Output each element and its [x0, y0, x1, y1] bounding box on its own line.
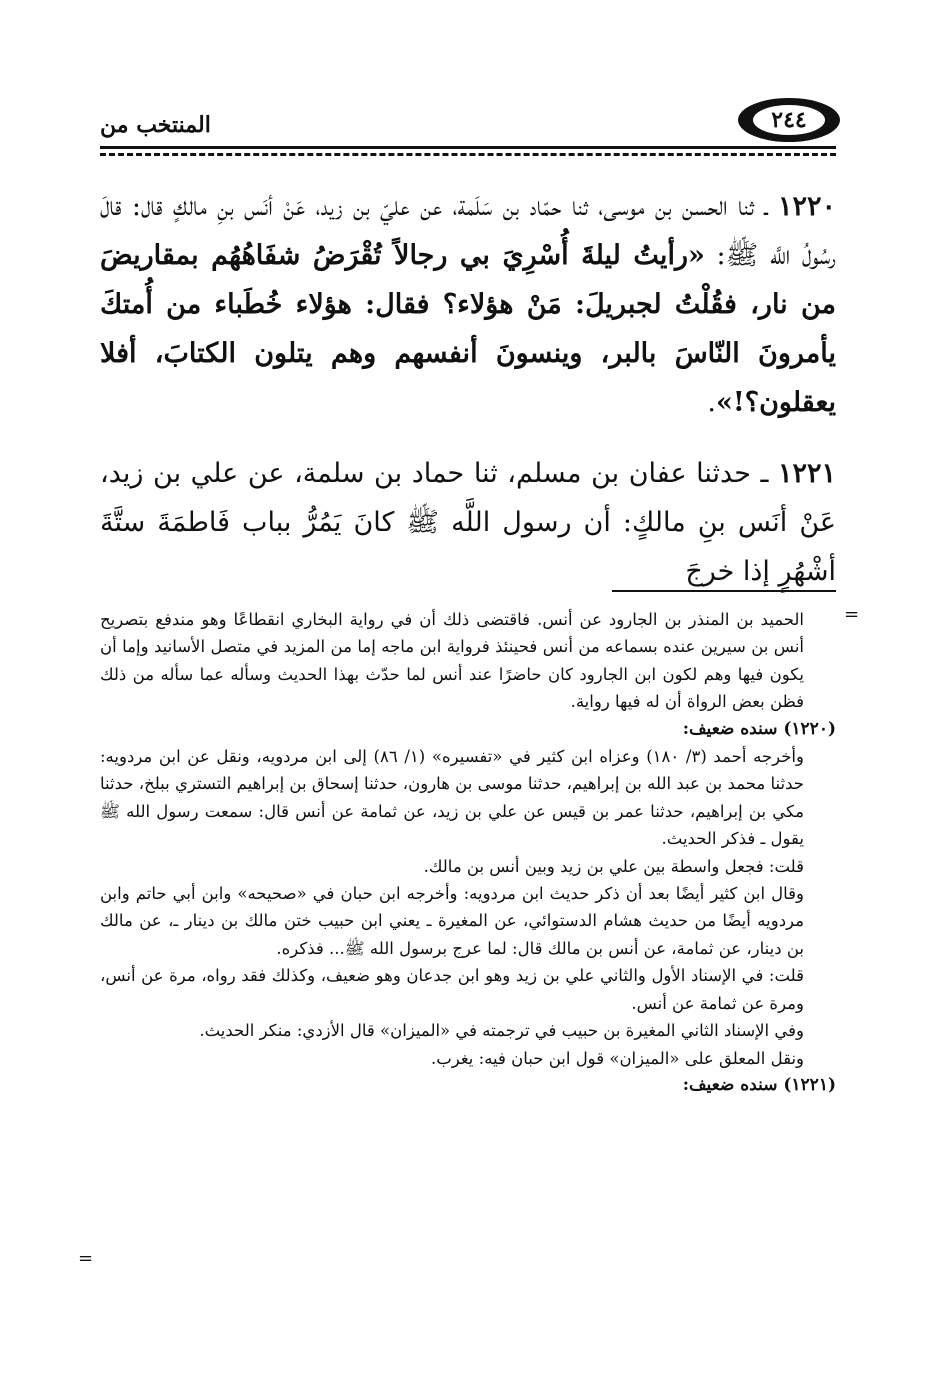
footnote-paragraph: وفي الإسناد الثاني المغيرة بن حبيب في ترجمته في «الميزان» قال الأزدي: منكر الحديث. — [199, 1021, 804, 1041]
footnote-separator — [612, 590, 836, 592]
footnote-paragraph: ونقل المعلق على «الميزان» قول ابن حبان فيه: يغرب. — [430, 1048, 804, 1068]
footnote-paragraph: قلت: فجعل واسطة بين علي بن زيد وبين أنس بن مالك. — [423, 856, 804, 876]
footnote-paragraph: قلت: في الإسناد الأول والثاني علي بن زيد وهو ابن جدعان وهو ضعيف، وكذلك فقد رواه، مرة عن أنس، ومرة عن ثمامة عن أنس. — [100, 966, 804, 1013]
hadith-isnad: ـ ثنا الحسن بن موسى، ثنا حمّاد بن سَلَمة، عن عليّ بن زيد، عَنْ أنَس بنِ مالكٍ قال: قالَ رسُولُ اللَّه ﷺ: — [100, 191, 836, 271]
main-text — [100, 182, 836, 618]
page-number: ٢٤٤ — [753, 105, 824, 135]
hadith-end: . — [707, 387, 717, 418]
footnote-paragraph: وقال ابن كثير أيضًا بعد أن ذكر حديث ابن مردويه: وأخرجه ابن حبان في «صحيحه» وابن أبي حاتم وابن مردويه أيضًا من حديث هشام الدستوائي، عن المغيرة ـ يعني ابن حبيب ختن مالك بن دينار ـ، عن مالك بن دينار، عن ثمامة، عن أنس بن مالك قال: لما عرج برسول الله ﷺ... فذكره. — [100, 884, 804, 958]
hadith-number: ١٢٢٠ — [777, 191, 836, 222]
hadith-1220 — [100, 182, 836, 427]
hadith-isnad: ـ حدثنا عفان بن مسلم، ثنا حماد بن سلمة، عن علي بن زيد، عَنْ أنَس بنِ مالكٍ: أن رسول اللَّه ﷺ كانَ يَمُرُّ بباب فَاطمَةَ ستَّةَ أشْهُرٍ إذا خرجَ — [100, 458, 836, 587]
footnote-paragraph: وأخرجه أحمد (٣/ ١٨٠) وعزاه ابن كثير في «تفسيره» (١/ ٨٦) إلى ابن مردويه، ونقل عن ابن مردويه: حدثنا محمد بن عبد الله بن إبراهيم، حدثنا موسى بن هارون، حدثنا إسحاق بن إبراهيم التستري ببلخ، حدثنا مكي بن إبراهيم، حدثنا عمر بن قيس عن علي بن زيد، عن ثمامة عن أنس قال: سمعت رسول الله ﷺ يقول ـ فذكر الحديث. — [100, 747, 804, 849]
footnotes — [100, 606, 836, 1099]
hadith-1221 — [100, 449, 836, 596]
continuation-mark-top: = — [844, 604, 860, 625]
running-title: المنتخب من — [100, 112, 211, 138]
continuation-mark-bottom: = — [78, 1248, 94, 1269]
hadith-matn: «رأيتُ ليلةَ أُسْرِيَ بي رجالاً تُقْرَضُ شفَاهُهُم بمقاريضَ من نار، فقُلْتُ لجبريلَ: مَنْ هؤلاء؟ فقال: هؤلاء خُطَباء من أُمتكَ يأمرونَ النّاسَ بالبر، وينسونَ أنفسهم وهم يتلون الكتابَ، أفلا يعقلون؟!» — [100, 240, 836, 418]
hadith-number: ١٢٢١ — [777, 458, 836, 489]
header-rule — [100, 146, 836, 149]
footnote-heading-1220: (١٢٢٠) سنده ضعيف: — [682, 718, 836, 739]
page-number-badge — [738, 98, 840, 142]
footnote-paragraph: الحميد بن المنذر بن الجارود عن أنس. فاقتضى ذلك أن في رواية البخاري انقطاعًا وهو مندفع بتصريح أنس بن سيرين عنده بسماعه من أنس فحينئذ فرواية ابن ماجه إما من المزيد في متصل الأسانيد وإما أن يكون فيها وهم لكون ابن الجارود كان حاضرًا عند أنس لما حدّث بهذا الحديث وسأله عما سأله من ذلك فظن بعض الرواة أن له فيها رواية. — [100, 610, 804, 712]
footnote-heading-1221: (١٢٢١) سنده ضعيف: — [682, 1074, 836, 1095]
header-dashed-rule — [100, 153, 836, 156]
